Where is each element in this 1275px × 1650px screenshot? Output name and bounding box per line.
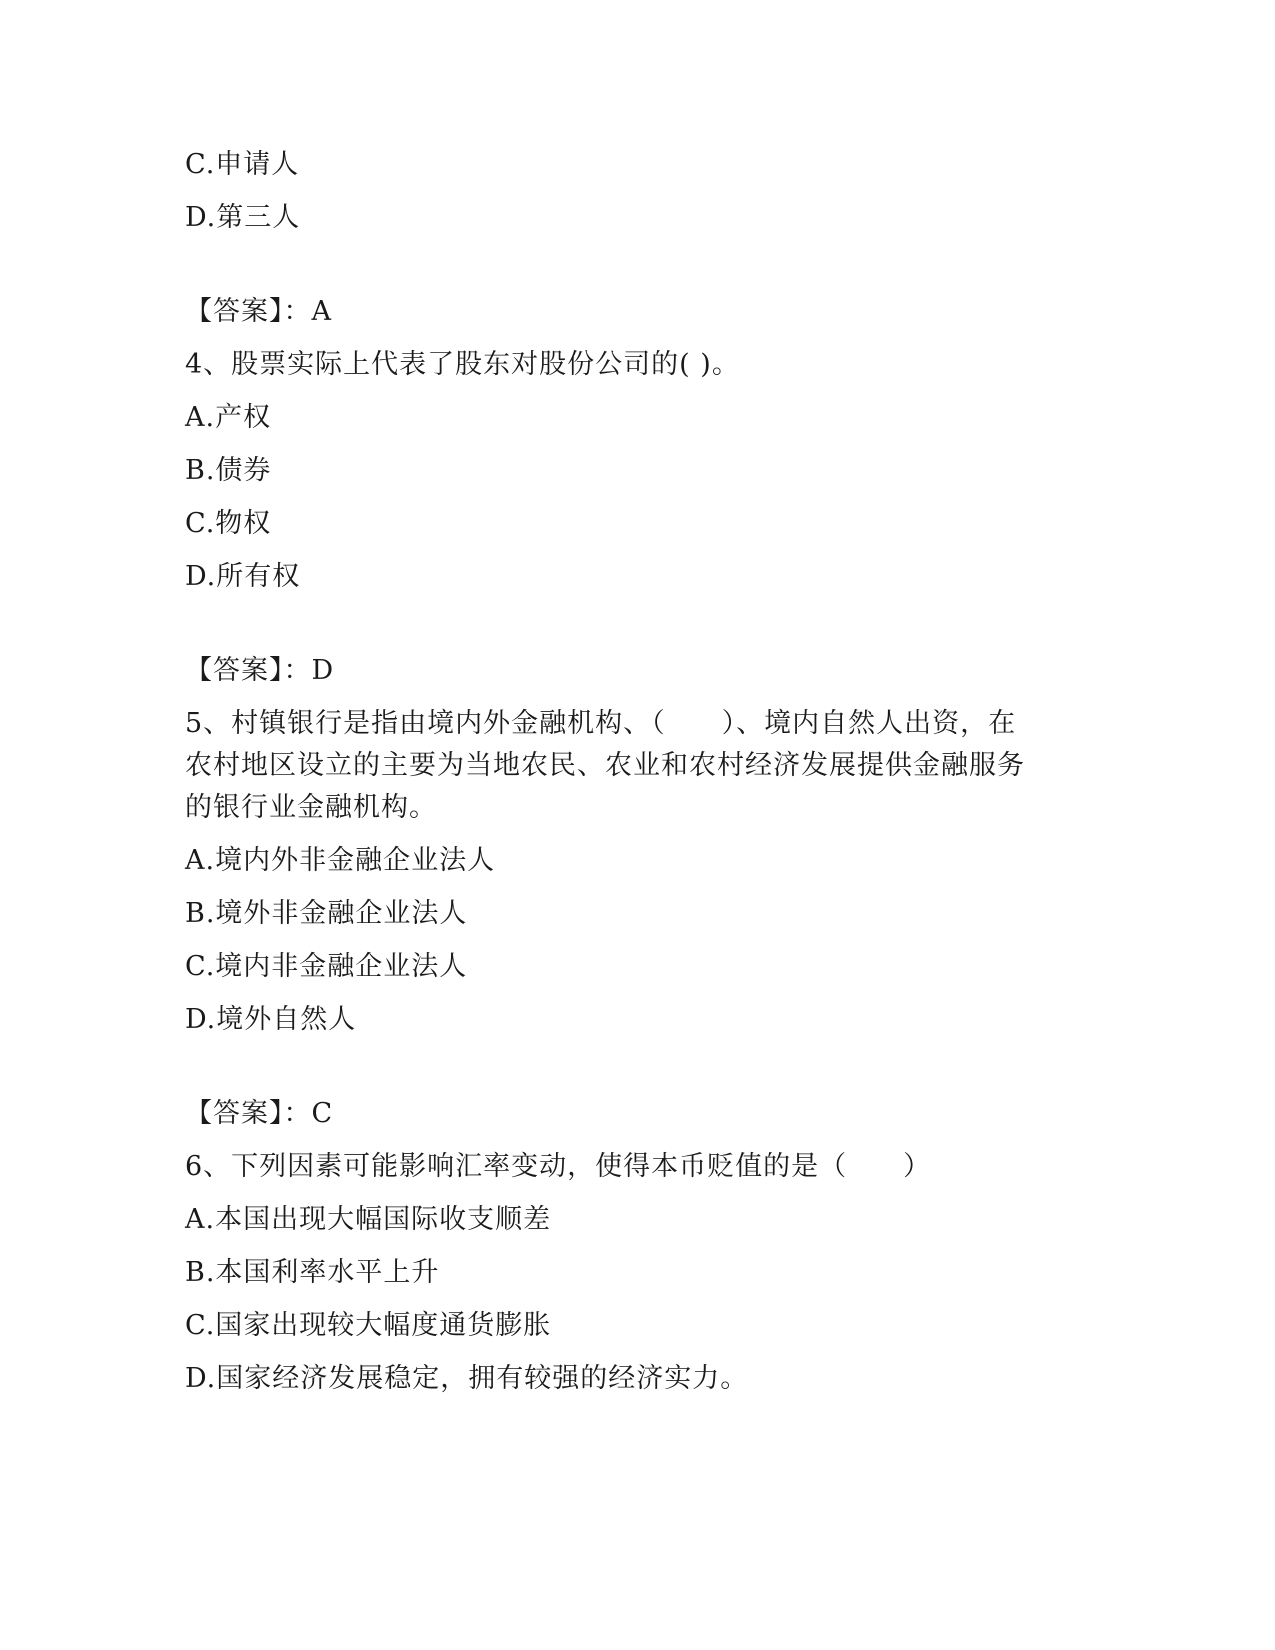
- q4-option-b: B.债券: [185, 455, 272, 486]
- q5-option-c: C.境内非金融企业法人: [185, 951, 468, 982]
- q6-option-d: D.国家经济发展稳定，拥有较强的经济实力。: [185, 1363, 749, 1394]
- q4-option-d: D.所有权: [185, 561, 301, 592]
- question-4-stem: 4、股票实际上代表了股东对股份公司的( )。: [185, 349, 740, 380]
- q6-option-c: C.国家出现较大幅度通货膨胀: [185, 1310, 552, 1341]
- question-6-stem: 6、下列因素可能影响汇率变动，使得本币贬值的是（ ）: [185, 1151, 932, 1182]
- q5-option-d: D.境外自然人: [185, 1004, 357, 1035]
- q4-option-a: A.产权: [185, 402, 272, 433]
- question-5-stem-line-2: 农村地区设立的主要为当地农民、农业和农村经济发展提供金融服务: [185, 750, 1025, 781]
- question-5-stem-line-1: 5、村镇银行是指由境内外金融机构、（ ）、境内自然人出资，在: [185, 708, 1017, 739]
- option-d: D.第三人: [185, 202, 301, 233]
- q5-option-b: B.境外非金融企业法人: [185, 898, 468, 929]
- question-5-stem-line-3: 的银行业金融机构。: [185, 792, 437, 823]
- q6-option-a: A.本国出现大幅国际收支顺差: [185, 1204, 552, 1235]
- q5-option-a: A.境内外非金融企业法人: [185, 845, 496, 876]
- answer-label: 【答案】：A: [185, 296, 332, 327]
- q6-option-b: B.本国利率水平上升: [185, 1257, 440, 1288]
- q4-option-c: C.物权: [185, 508, 272, 539]
- q4-answer: 【答案】：D: [185, 655, 335, 686]
- q5-answer: 【答案】：C: [185, 1098, 334, 1129]
- option-c: C.申请人: [185, 149, 300, 180]
